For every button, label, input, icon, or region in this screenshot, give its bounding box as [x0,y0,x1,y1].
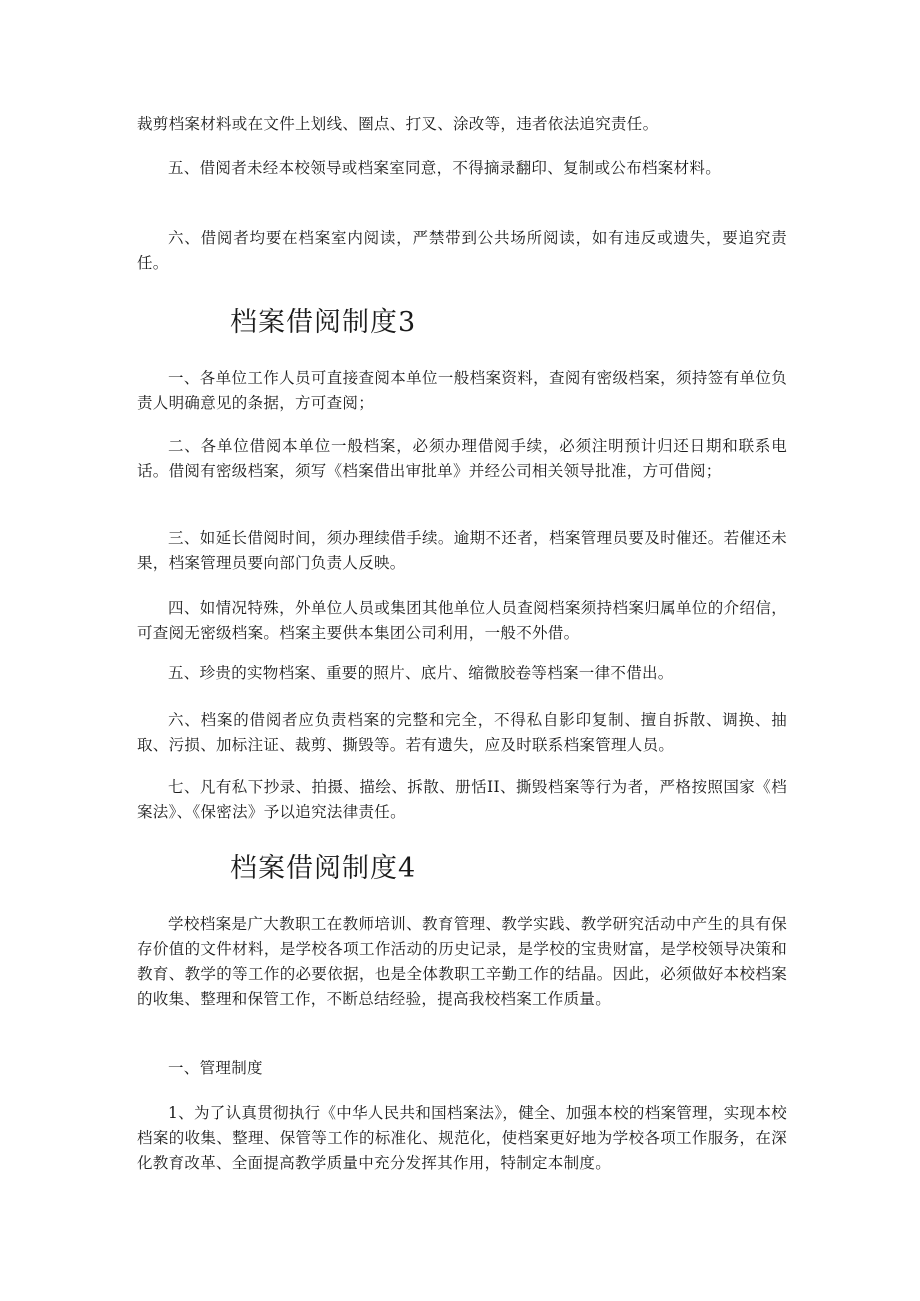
section4-subheading: 一、管理制度 [168,1059,263,1077]
continuation-paragraph: 裁剪档案材料或在文件上划线、圈点、打叉、涂改等，违者依法追究责任。 [137,115,659,133]
section3-item-2: 二、各单位借阅本单位一般档案，必须办理借阅手续，必须注明预计归还日期和联系电话。借阅有密级档案，须写《档案借出审批单》并经公司相关领导批准，方可借阅； [137,437,787,480]
section3-item-6: 六、档案的借阅者应负责档案的完整和完全，不得私自影印复制、擅自拆散、调换、抽取、污损、加标注证、裁剪、撕毁等。若有遗失，应及时联系档案管理人员。 [137,711,787,754]
section3-item-4: 四、如情况特殊，外单位人员或集团其他单位人员查阅档案须持档案归属单位的介绍信，可查阅无密级档案。档案主要供本集团公司利用，一般不外借。 [137,599,787,642]
section3-item-7: 七、凡有私下抄录、拍摄、描绘、拆散、册恬II、撕毁档案等行为者，严格按照国家《档案法》、《保密法》予以追究法律责任。 [137,778,787,821]
section3-item-3: 三、如延长借阅时间，须办理续借手续。逾期不还者，档案管理员要及时催还。若催还未果，档案管理员要向部门负责人反映。 [137,529,787,572]
section3-item-5: 五、珍贵的实物档案、重要的照片、底片、缩微胶卷等档案一律不借出。 [168,664,674,682]
section3-item-1: 一、各单位工作人员可直接查阅本单位一般档案资料，查阅有密级档案，须持签有单位负责人明确意见的条据，方可查阅； [137,369,787,412]
section4-intro: 学校档案是广大教职工在教师培训、教育管理、教学实践、教学研究活动中产生的具有保存价值的文件材料，是学校各项工作活动的历史记录，是学校的宝贵财富，是学校领导决策和教育、教学的等工作的必要依据，也是全体教职工辛勤工作的结晶。因此，必须做好本校档案的收集、整理和保管工作，不断总结经验，提高我校档案工作质量。 [137,915,787,1008]
section2-item-5: 五、借阅者未经本校领导或档案室同意，不得摘录翻印、复制或公布档案材料。 [168,159,722,177]
section2-item-6: 六、借阅者均要在档案室内阅读，严禁带到公共场所阅读，如有违反或遗失，要追究责任。 [137,229,787,272]
section4-title: 档案借阅制度4 [230,853,417,884]
section4-item-1: 1、为了认真贯彻执行《中华人民共和国档案法》，健全、加强本校的档案管理，实现本校档案的收集、整理、保管等工作的标准化、规范化，使档案更好地为学校各项工作服务，在深化教育改革、全面提高教学质量中充分发挥其作用，特制定本制度。 [137,1104,787,1172]
section3-title: 档案借阅制度3 [230,307,417,338]
